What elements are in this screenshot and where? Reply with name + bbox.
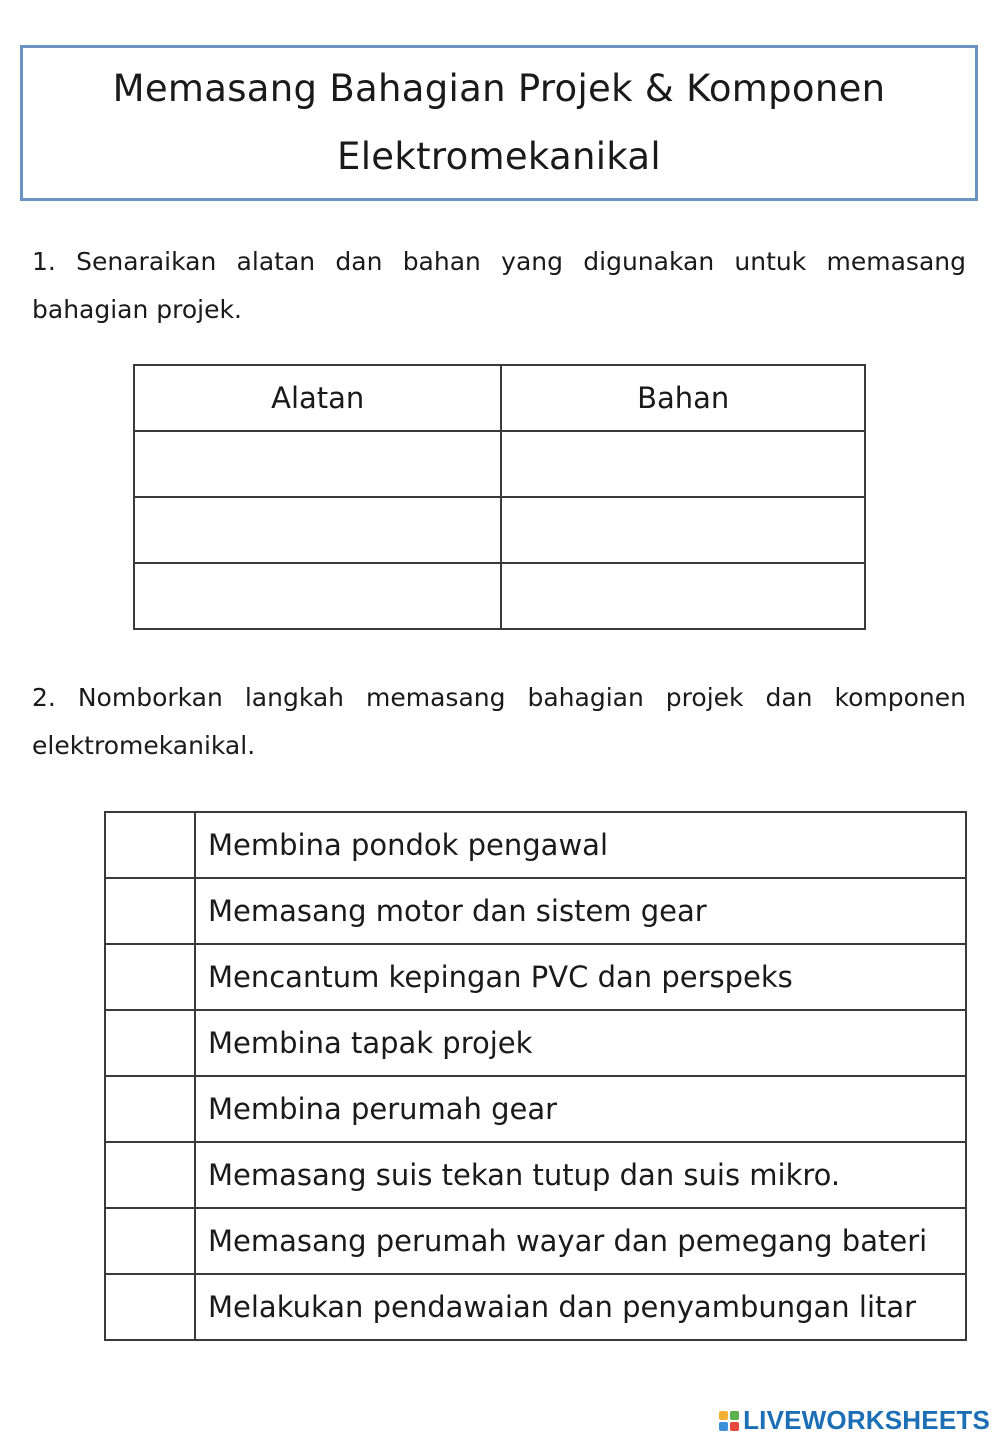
table-row xyxy=(105,1208,966,1274)
step-label: Melakukan pendawaian dan penyambungan litar xyxy=(195,1274,966,1340)
table-row xyxy=(134,563,865,629)
table-row xyxy=(134,431,865,497)
table-row xyxy=(105,944,966,1010)
table-row xyxy=(105,1142,966,1208)
step-label: Memasang perumah wayar dan pemegang bateri xyxy=(195,1208,966,1274)
title-line-1: Memasang Bahagian Projek & Komponen xyxy=(112,67,886,110)
step-number-box[interactable] xyxy=(105,1274,195,1340)
alatan-answer-cell[interactable] xyxy=(134,563,501,629)
step-label: Membina perumah gear xyxy=(195,1076,966,1142)
step-number-box[interactable] xyxy=(105,944,195,1010)
question-1-text: 1. Senaraikan alatan dan bahan yang digunakan untuk memasang bahagian projek. xyxy=(32,247,966,324)
question-2-text: 2. Nomborkan langkah memasang bahagian projek dan komponen elektromekanikal. xyxy=(32,683,966,760)
title-line-2: Elektromekanikal xyxy=(337,135,661,178)
header-bahan: Bahan xyxy=(501,365,865,431)
table-row xyxy=(134,497,865,563)
step-number-box[interactable] xyxy=(105,1142,195,1208)
steps-table xyxy=(104,811,967,1341)
step-number-box[interactable] xyxy=(105,1010,195,1076)
step-label: Mencantum kepingan PVC dan perspeks xyxy=(195,944,966,1010)
liveworksheets-watermark xyxy=(719,1405,990,1436)
bahan-answer-cell[interactable] xyxy=(501,497,865,563)
step-number-box[interactable] xyxy=(105,812,195,878)
step-number-box[interactable] xyxy=(105,1076,195,1142)
logo-square-3 xyxy=(719,1422,728,1431)
alatan-answer-cell[interactable] xyxy=(134,497,501,563)
table-row xyxy=(105,1274,966,1340)
step-number-box[interactable] xyxy=(105,1208,195,1274)
bahan-answer-cell[interactable] xyxy=(501,431,865,497)
table-header-row xyxy=(134,365,865,431)
logo-square-1 xyxy=(719,1411,728,1420)
watermark-text: LIVEWORKSHEETS xyxy=(743,1405,990,1435)
step-number-box[interactable] xyxy=(105,878,195,944)
header-alatan: Alatan xyxy=(134,365,501,431)
table-row xyxy=(105,1010,966,1076)
table-row xyxy=(105,878,966,944)
table-row xyxy=(105,1076,966,1142)
step-label: Memasang motor dan sistem gear xyxy=(195,878,966,944)
tools-materials-table xyxy=(133,364,866,630)
step-label: Membina pondok pengawal xyxy=(195,812,966,878)
table-row xyxy=(105,812,966,878)
alatan-answer-cell[interactable] xyxy=(134,431,501,497)
logo-square-2 xyxy=(730,1411,739,1420)
liveworksheets-logo-icon xyxy=(719,1411,739,1431)
step-label: Membina tapak projek xyxy=(195,1010,966,1076)
step-label: Memasang suis tekan tutup dan suis mikro. xyxy=(195,1142,966,1208)
logo-square-4 xyxy=(730,1422,739,1431)
title-box xyxy=(20,45,978,201)
bahan-answer-cell[interactable] xyxy=(501,563,865,629)
